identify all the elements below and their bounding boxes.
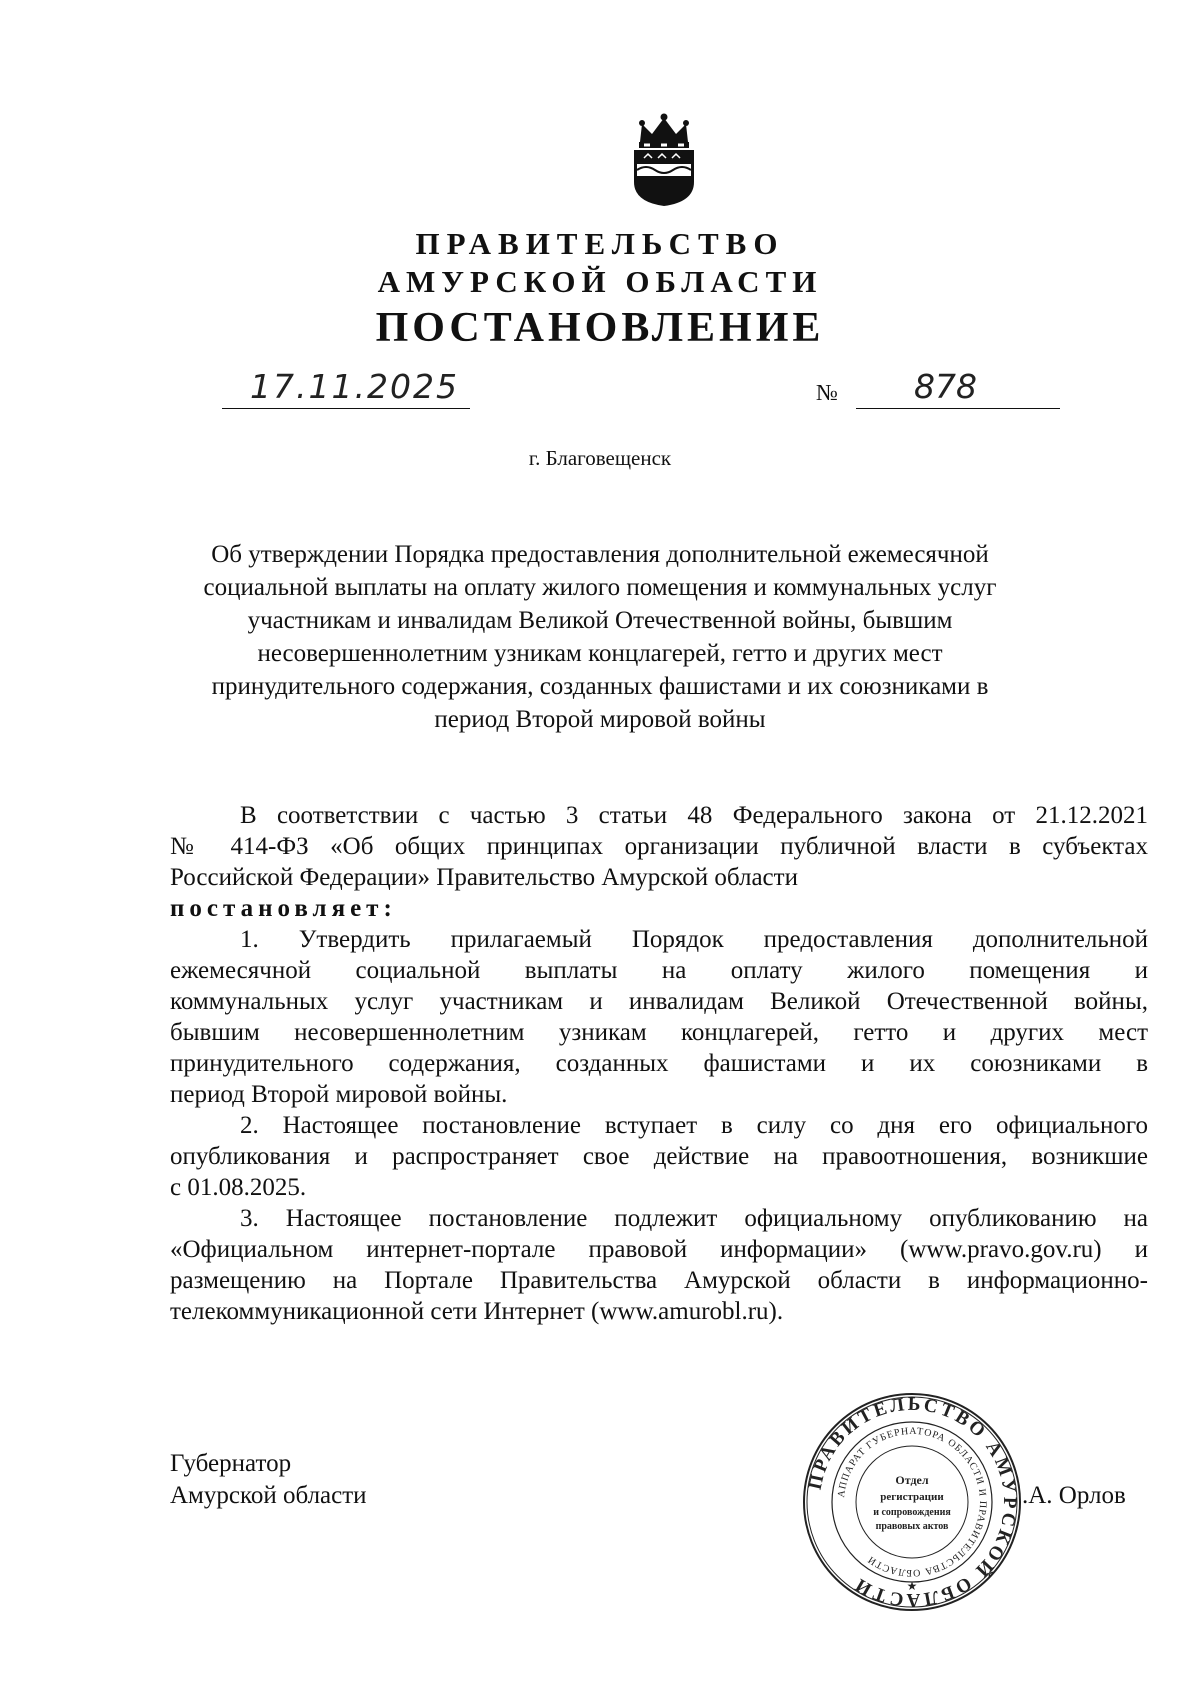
seal-center-line: и сопровождения: [873, 1507, 951, 1518]
title-line: участникам и инвалидам Великой Отечественной войны, бывшим: [247, 607, 953, 634]
item1-line: ежемесячной социальной выплаты на оплату жилого помещения и: [170, 957, 1148, 984]
title-line: период Второй мировой войны: [434, 706, 766, 733]
item2-line: 2. Настоящее постановление вступает в силу со дня его официального: [240, 1112, 1148, 1139]
seal-center-line: правовых актов: [875, 1521, 949, 1532]
title-line: социальной выплаты на оплату жилого помещения и коммунальных услуг: [203, 574, 997, 601]
document-title: [170, 538, 1030, 736]
handwritten-date: 17.11.2025: [250, 367, 459, 406]
item1-line: коммунальных услуг участникам и инвалидам Великой Отечественной войны,: [170, 988, 1148, 1015]
item1-line: бывшим несовершеннолетним узникам концлагерей, гетто и других мест: [170, 1019, 1148, 1046]
document-body: [170, 800, 1148, 1327]
number-label: №: [816, 380, 838, 405]
item2-line: опубликования и распространяет свое действие на правоотношения, возникшие: [170, 1143, 1148, 1170]
item2-line: с 01.08.2025.: [170, 1174, 307, 1201]
official-seal-icon: [800, 1390, 1024, 1614]
item1-line: 1. Утвердить прилагаемый Порядок предоставления дополнительной: [240, 926, 1148, 953]
item3-line: телекоммуникационной сети Интернет (www.amurobl.ru).: [170, 1298, 784, 1325]
signatory-title: [170, 1448, 367, 1512]
preamble-line: В соответствии с частью 3 статьи 48 Федерального закона от 21.12.2021: [240, 802, 1148, 829]
decree-word: постановляет:: [170, 895, 397, 922]
city: г. Благовещенск: [528, 446, 672, 470]
number-field: [856, 366, 1060, 409]
coat-of-arms-icon: [628, 112, 700, 208]
seal-outer-text: ПРАВИТЕЛЬСТВО АМУРСКОЙ ОБЛАСТИ: [804, 1393, 1021, 1611]
seal-star-icon: ★: [906, 1579, 918, 1593]
item1-line: период Второй мировой войны.: [170, 1081, 508, 1108]
item1-line: принудительного содержания, созданных фашистами и их союзниками в: [170, 1050, 1148, 1077]
document-type: ПОСТАНОВЛЕНИЕ: [375, 305, 825, 351]
signatory-name: .А. Орлов: [1022, 1482, 1126, 1509]
item3-line: размещению на Портале Правительства Амурской области в информационно-: [170, 1267, 1148, 1294]
seal-center-line: регистрации: [880, 1491, 944, 1503]
signatory-title-line: Амурской области: [170, 1482, 367, 1509]
item3-line: 3. Настоящее постановление подлежит официальному опубликованию на: [240, 1205, 1148, 1232]
header-government: ПРАВИТЕЛЬСТВО: [415, 226, 785, 261]
title-line: Об утверждении Порядка предоставления дополнительной ежемесячной: [211, 541, 989, 568]
item3-line: «Официальном интернет-портале правовой информации» (www.pravo.gov.ru) и: [170, 1236, 1148, 1263]
preamble-line: Российской Федерации» Правительство Амурской области: [170, 864, 798, 891]
preamble-line: № 414-ФЗ «Об общих принципах организации публичной власти в субъектах: [170, 833, 1148, 860]
header-region: АМУРСКОЙ ОБЛАСТИ: [377, 264, 823, 299]
signatory-title-line: Губернатор: [170, 1450, 292, 1477]
seal-inner-text: АППАРАТ ГУБЕРНАТОРА ОБЛАСТИ И ПРАВИТЕЛЬСТВА ОБЛАСТИ: [836, 1425, 989, 1579]
title-line: несовершеннолетним узникам концлагерей, гетто и других мест: [257, 640, 943, 667]
date-field: [222, 366, 470, 409]
title-line: принудительного содержания, созданных фашистами и их союзниками в: [211, 673, 989, 700]
handwritten-number: 878: [914, 367, 977, 406]
seal-center-line: Отдел: [895, 1473, 929, 1487]
